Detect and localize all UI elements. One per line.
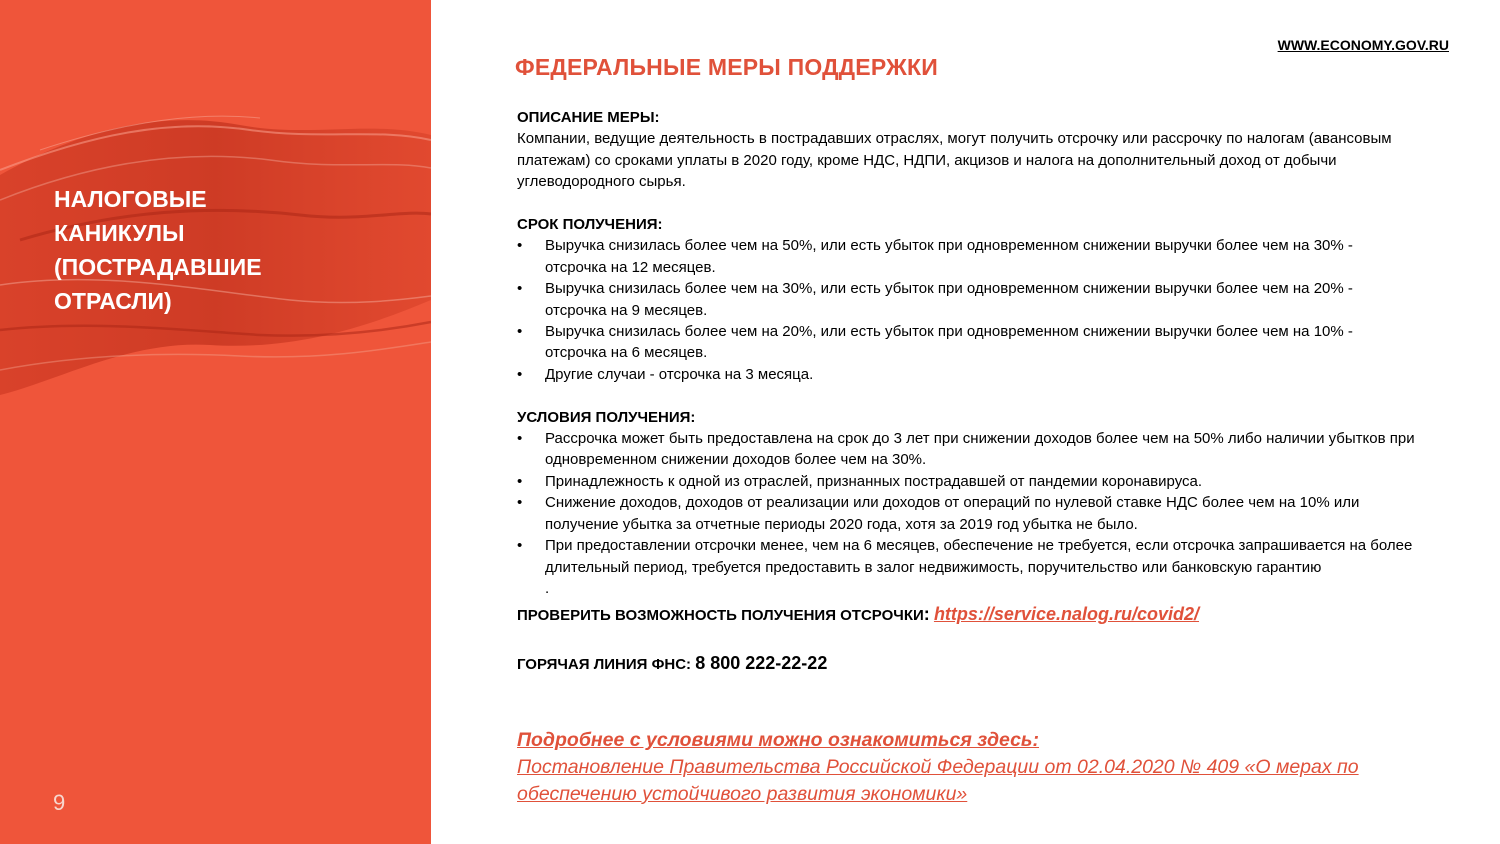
list-item: • Принадлежность к одной из отраслей, признанных пострадавшей от пандемии коронавируса.: [517, 471, 1417, 492]
conditions-list: [517, 428, 1417, 578]
conditions-heading: УСЛОВИЯ ПОЛУЧЕНИЯ:: [517, 408, 696, 426]
check-eligibility-line: [517, 604, 1417, 626]
list-item: • При предоставлении отсрочки менее, чем на 6 месяцев, обеспечение не требуется, если отсрочка запрашивается на более длительный период, требуется предоставить в залог недвижимость, поручительство или банковскую гарантию: [517, 535, 1417, 578]
description-text: Компании, ведущие деятельность в пострадавших отраслях, могут получить отсрочку или рассрочку по налогам (авансовым платежам) со сроками уплаты в 2020 году, кроме НДС, НДПИ, акцизов и налога на дополнительный доход от добычи углеводородного сырья.: [517, 130, 1392, 191]
hotline-label: ГОРЯЧАЯ ЛИНИЯ ФНС:: [517, 656, 692, 674]
government-decree-link[interactable]: Постановление Правительства Российской Федерации от 02.04.2020 № 409 «О мерах по обеспечению устойчивого развития экономики»: [517, 756, 1359, 805]
term-list: [517, 235, 1417, 385]
site-url-link[interactable]: WWW.ECONOMY.GOV.RU: [1277, 37, 1449, 53]
term-heading: СРОК ПОЛУЧЕНИЯ:: [517, 216, 663, 234]
hotline-number: 8 800 222-22-22: [695, 653, 828, 674]
more-info-heading: Подробнее с условиями можно ознакомиться здесь:: [517, 729, 1040, 751]
list-item: • Выручка снизилась более чем на 30%, или есть убыток при одновременном снижении выручки более чем на 20% - отсрочка на 9 месяцев.: [517, 278, 1417, 321]
list-item: • Выручка снизилась более чем на 50%, или есть убыток при одновременном снижении выручки более чем на 30% - отсрочка на 12 месяцев.: [517, 235, 1417, 278]
more-info-block: [517, 727, 1447, 808]
section-title: НАЛОГОВЫЕ КАНИКУЛЫ (ПОСТРАДАВШИЕ ОТРАСЛИ): [54, 186, 262, 314]
check-label: ПРОВЕРИТЬ ВОЗМОЖНОСТЬ ПОЛУЧЕНИЯ ОТСРОЧКИ: [517, 606, 924, 624]
list-item: • Рассрочка может быть предоставлена на срок до 3 лет при снижении доходов более чем на 50% либо наличии убытков при одновременном снижении доходов более чем на 30%.: [517, 428, 1417, 471]
list-item: • Снижение доходов, доходов от реализации или доходов от операций по нулевой ставке НДС более чем на 10% или получение убытка за отчетные периоды 2020 года, хотя за 2019 год убытка не было.: [517, 492, 1417, 535]
water-texture-graphic: [0, 0, 431, 844]
trailing-dot: .: [545, 579, 550, 597]
list-item: • Выручка снизилась более чем на 20%, или есть убыток при одновременном снижении выручки более чем на 10% - отсрочка на 6 месяцев.: [517, 321, 1417, 364]
page-number: 9: [53, 790, 66, 815]
main-content: [517, 107, 1417, 676]
left-accent-panel: [0, 0, 431, 844]
check-colon: :: [923, 603, 930, 624]
page-title: ФЕДЕРАЛЬНЫЕ МЕРЫ ПОДДЕРЖКИ: [515, 54, 939, 80]
nalog-service-link[interactable]: https://service.nalog.ru/covid2/: [933, 603, 1200, 624]
hotline-line: [517, 653, 1417, 675]
list-item: • Другие случаи - отсрочка на 3 месяца.: [517, 364, 1417, 385]
description-heading: ОПИСАНИЕ МЕРЫ:: [517, 109, 660, 126]
